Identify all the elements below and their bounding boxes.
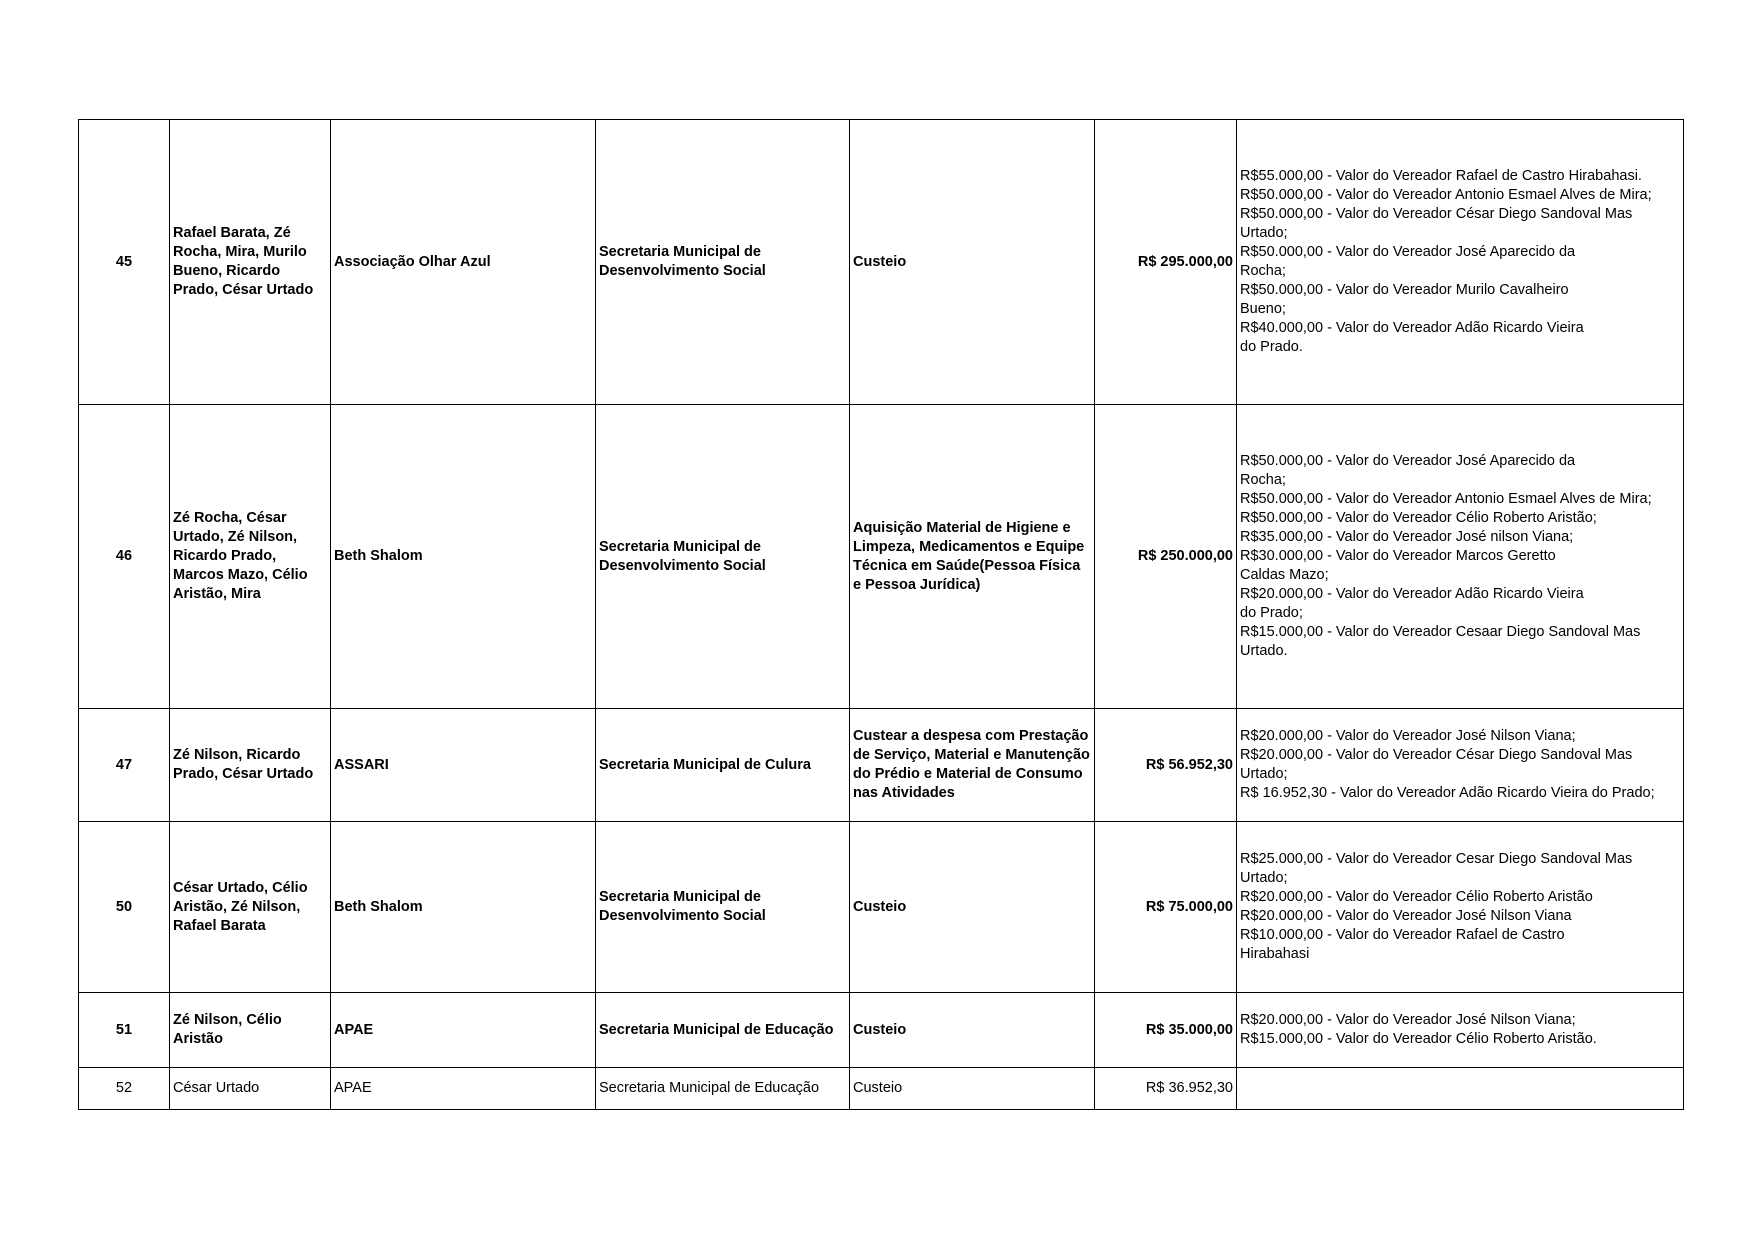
entidade-cell: Associação Olhar Azul <box>331 120 596 405</box>
table-row <box>79 1068 1684 1110</box>
secretaria-cell: Secretaria Municipal de Desenvolvimento Social <box>596 405 850 709</box>
note-line: R$20.000,00 - Valor do Vereador José Nilson Viana; <box>1240 728 1576 744</box>
table-row <box>79 993 1684 1068</box>
note-line: R$40.000,00 - Valor do Vereador Adão Ricardo Vieira do Prado. <box>1240 320 1584 355</box>
objeto-cell: Custeio <box>850 1068 1095 1110</box>
row-number: 47 <box>79 709 170 822</box>
note-line: R$20.000,00 - Valor do Vereador Célio Roberto Aristão <box>1240 889 1593 905</box>
note-line: R$35.000,00 - Valor do Vereador José nilson Viana; <box>1240 529 1574 545</box>
note-line: R$20.000,00 - Valor do Vereador César Diego Sandoval Mas Urtado; <box>1240 747 1633 782</box>
row-number: 45 <box>79 120 170 405</box>
valor-cell: R$ 75.000,00 <box>1095 822 1237 993</box>
vereadores-cell: Zé Nilson, Célio Aristão <box>170 993 331 1068</box>
table-row <box>79 405 1684 709</box>
vereadores-cell: Zé Nilson, Ricardo Prado, César Urtado <box>170 709 331 822</box>
note-line: R$15.000,00 - Valor do Vereador Célio Roberto Aristão. <box>1240 1031 1597 1047</box>
note-line: R$15.000,00 - Valor do Vereador Cesaar Diego Sandoval Mas Urtado. <box>1240 624 1641 659</box>
note-line: R$50.000,00 - Valor do Vereador José Aparecido da Rocha; <box>1240 453 1576 488</box>
entidade-cell: APAE <box>331 1068 596 1110</box>
notes-cell <box>1237 405 1684 709</box>
note-line: R$50.000,00 - Valor do Vereador Antonio Esmael Alves de Mira; <box>1240 187 1652 203</box>
table-row <box>79 120 1684 405</box>
entidade-cell: ASSARI <box>331 709 596 822</box>
row-number: 52 <box>79 1068 170 1110</box>
entidade-cell: APAE <box>331 993 596 1068</box>
objeto-cell: Aquisição Material de Higiene e Limpeza, Medicamentos e Equipe Técnica em Saúde(Pessoa Física e Pessoa Jurídica) <box>850 405 1095 709</box>
objeto-cell: Custeio <box>850 993 1095 1068</box>
note-line: R$50.000,00 - Valor do Vereador César Diego Sandoval Mas Urtado; <box>1240 206 1633 241</box>
note-line: R$20.000,00 - Valor do Vereador José Nilson Viana; <box>1240 1012 1576 1028</box>
objeto-cell: Custeio <box>850 120 1095 405</box>
notes-cell <box>1237 822 1684 993</box>
row-number: 51 <box>79 993 170 1068</box>
note-line: R$50.000,00 - Valor do Vereador Célio Roberto Aristão; <box>1240 510 1597 526</box>
note-line: R$20.000,00 - Valor do Vereador José Nilson Viana <box>1240 908 1572 924</box>
secretaria-cell: Secretaria Municipal de Educação <box>596 1068 850 1110</box>
note-line: R$50.000,00 - Valor do Vereador José Aparecido da Rocha; <box>1240 244 1576 279</box>
vereadores-cell: Rafael Barata, Zé Rocha, Mira, Murilo Bueno, Ricardo Prado, César Urtado <box>170 120 331 405</box>
row-number: 50 <box>79 822 170 993</box>
secretaria-cell: Secretaria Municipal de Desenvolvimento Social <box>596 822 850 993</box>
valor-cell: R$ 36.952,30 <box>1095 1068 1237 1110</box>
notes-cell <box>1237 709 1684 822</box>
notes-cell <box>1237 120 1684 405</box>
row-number: 46 <box>79 405 170 709</box>
note-line: R$ 16.952,30 - Valor do Vereador Adão Ricardo Vieira do Prado; <box>1240 785 1655 801</box>
table-row <box>79 709 1684 822</box>
notes-cell <box>1237 993 1684 1068</box>
valor-cell: R$ 295.000,00 <box>1095 120 1237 405</box>
table-row <box>79 822 1684 993</box>
entidade-cell: Beth Shalom <box>331 822 596 993</box>
note-line: R$20.000,00 - Valor do Vereador Adão Ricardo Vieira do Prado; <box>1240 586 1584 621</box>
note-line: R$50.000,00 - Valor do Vereador Murilo Cavalheiro Bueno; <box>1240 282 1569 317</box>
vereadores-cell: César Urtado, Célio Aristão, Zé Nilson, Rafael Barata <box>170 822 331 993</box>
note-line: R$30.000,00 - Valor do Vereador Marcos Geretto Caldas Mazo; <box>1240 548 1556 583</box>
objeto-cell: Custeio <box>850 822 1095 993</box>
secretaria-cell: Secretaria Municipal de Culura <box>596 709 850 822</box>
note-line: R$50.000,00 - Valor do Vereador Antonio Esmael Alves de Mira; <box>1240 491 1652 507</box>
note-line: R$10.000,00 - Valor do Vereador Rafael de Castro Hirabahasi <box>1240 927 1565 962</box>
entidade-cell: Beth Shalom <box>331 405 596 709</box>
secretaria-cell: Secretaria Municipal de Desenvolvimento Social <box>596 120 850 405</box>
secretaria-cell: Secretaria Municipal de Educação <box>596 993 850 1068</box>
valor-cell: R$ 250.000,00 <box>1095 405 1237 709</box>
note-line: R$25.000,00 - Valor do Vereador Cesar Diego Sandoval Mas Urtado; <box>1240 851 1633 886</box>
note-line: R$55.000,00 - Valor do Vereador Rafael de Castro Hirabahasi. <box>1240 168 1642 184</box>
vereadores-cell: Zé Rocha, César Urtado, Zé Nilson, Ricardo Prado, Marcos Mazo, Célio Aristão, Mira <box>170 405 331 709</box>
valor-cell: R$ 35.000,00 <box>1095 993 1237 1068</box>
valor-cell: R$ 56.952,30 <box>1095 709 1237 822</box>
vereadores-cell: César Urtado <box>170 1068 331 1110</box>
notes-cell <box>1237 1068 1684 1110</box>
emendas-table <box>78 119 1684 1110</box>
objeto-cell: Custear a despesa com Prestação de Serviço, Material e Manutenção do Prédio e Material de Consumo nas Atividades <box>850 709 1095 822</box>
